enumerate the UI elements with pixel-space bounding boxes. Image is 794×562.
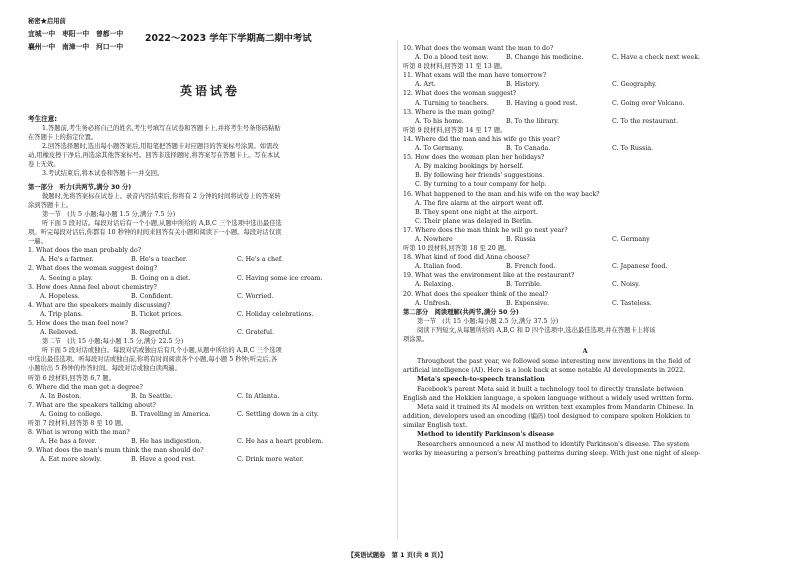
question-stem: 2. What does the woman suggest doing? (28, 265, 158, 273)
question-stem: 5. How does the man feel now? (28, 319, 128, 327)
option-c: C. By turning to a tour company for help. (415, 181, 547, 189)
passage-line: artificial intelligence (AI). Here is a look back at some notable AI developments in 2022. (403, 367, 686, 375)
option-c: C. Holiday celebrations. (237, 310, 314, 318)
option-row (28, 437, 392, 446)
part-title: 第一部分 听力(共两节,满分 30 分) (28, 183, 132, 191)
option-a: A. Italian food. (415, 263, 463, 271)
question (28, 264, 392, 282)
option-c: C. Geography. (612, 81, 657, 89)
school-list (28, 28, 123, 54)
option-b: B. Have a good rest. (131, 456, 197, 464)
option-a: A. Art. (415, 81, 436, 89)
instruction-line: 涂到答题卡上。 (28, 201, 73, 209)
option-row (28, 328, 392, 337)
option-b: B. Regretful. (131, 329, 172, 337)
option-c: C. Japanese food. (612, 263, 668, 271)
option-b: B. Confident. (131, 292, 173, 300)
option-a: A. In Boston. (40, 392, 82, 400)
option-c: C. Germany (612, 235, 650, 243)
option-b: B. Terrible. (506, 281, 542, 289)
instruction-line: 听下面 5 段对话。每段对话后有一个小题,从题中所给的 A,B,C 三个选项中选出最佳选 (42, 219, 282, 227)
instruction-line: 中选出最佳选项。听每段对话或独白前,你将有时间阅读各个小题,每小题 5 秒钟;听完后,各 (28, 356, 278, 364)
option-b: B. Expensive. (506, 299, 550, 307)
question-stem: 12. What does the woman suggest? (403, 90, 517, 98)
section-title: 第一节 (共 5 小题;每小题 1.5 分,满分 7.5 分) (42, 210, 176, 218)
notice-line: 3.考试结束后,将本试卷和答题卡一并交回。 (42, 170, 164, 178)
option-row (28, 292, 392, 301)
option-row (28, 410, 392, 419)
question (403, 290, 767, 308)
passage-label: A (582, 347, 588, 356)
question-stem: 4. What are the speakers mainly discussing? (28, 301, 171, 309)
passage-line: Researchers announced a new AI method to identify Parkinson's disease. The system (417, 440, 690, 448)
question (403, 271, 767, 289)
question (403, 226, 767, 244)
listening-note: 听第 10 段材料,回答第 18 至 20 题。 (403, 245, 511, 253)
question-stem: 19. What was the environment like at the restaurant? (403, 272, 575, 280)
question-stem: 8. What is wrong with the man? (28, 429, 130, 437)
option-a: A. Relieved. (40, 329, 79, 337)
option-row (28, 274, 392, 283)
option-c: C. Their plane was delayed in Berlin. (415, 217, 533, 225)
question-stem: 17. Where does the man think he will go next year? (403, 226, 568, 234)
option-b: B. In Seattle. (131, 392, 173, 400)
notice-line: 1.答题前,考生务必将自己的姓名,考生号填写在试卷和答题卡上,并将考生号条形码粘贴 (42, 125, 281, 132)
question-stem: 3. How does Anna feel about chemistry? (28, 283, 157, 291)
left-column (28, 6, 392, 464)
passage-subheading: Meta's speech-to-speech translation (417, 376, 545, 384)
option-a: A. By making bookings by herself. (415, 163, 524, 171)
option-c: C. Grateful. (237, 329, 275, 337)
option-b: B. Going on a diet. (131, 274, 191, 282)
exam-title: 2022～2023 学年下学期高二期中考试 (145, 33, 312, 44)
option-a: A. Eat more slowly. (40, 456, 102, 464)
notice-line: 卷上无效。 (28, 161, 60, 169)
option-c: C. Tasteless. (612, 299, 652, 307)
option-row (28, 392, 392, 401)
passage-line: works by measuring a person's breathing patterns during sleep. With just one night of sleep- (403, 449, 701, 457)
option-row (403, 262, 767, 271)
exam-header (28, 6, 392, 98)
question (403, 71, 767, 89)
question-stem: 6. Where did the man get a degree? (28, 383, 143, 391)
passage-line: Throughout the past year, we followed some interesting new inventions in the field of (417, 358, 691, 366)
option-a: A. To his home. (415, 117, 464, 125)
option-b: B. By following her friends' suggestions. (415, 172, 545, 180)
option-c: C. Settling down in a city. (237, 410, 319, 418)
question-stem: 7. What are the speakers talking about? (28, 401, 156, 409)
question (403, 153, 767, 189)
option-b: B. Russia (506, 235, 536, 243)
notice-line: 在答题卡上的指定位置。 (28, 134, 98, 142)
question-stem: 18. What kind of food did Anna choose? (403, 254, 530, 262)
option-b: B. He has indigestion. (131, 438, 202, 446)
school-row: 宜城一中 枣阳一中 曾都一中 (28, 30, 124, 38)
page-footer: 【英语试题卷 第 1 页(共 8 页)】 (347, 552, 447, 559)
option-b: B. Travelling in America. (131, 410, 211, 418)
option-b: B. Ticket prices. (131, 310, 183, 318)
instruction-line: 项。听完每段对话后,你都有 10 秒钟的时间来回答有关小题和阅读下一小题。每段对话仅读 (28, 229, 282, 237)
option-a: A. Do a blood test now. (415, 54, 489, 62)
listening-note: 听第 7 段材料,回答第 8 至 10 题。 (28, 420, 128, 427)
option-row (403, 299, 767, 308)
question-stem: 11. What exam will the man have tomorrow? (403, 72, 547, 80)
instruction-line: 项涂黑。 (403, 336, 429, 343)
option-b: B. Change his medicine. (506, 54, 584, 62)
passage-subheading: Method to identify Parkinson's disease (417, 431, 555, 439)
option-a: A. Trip plans. (40, 310, 83, 318)
listening-note: 听第 9 段材料,回答第 14 至 17 题。 (403, 126, 507, 134)
option-c: C. Drink more water. (237, 456, 304, 464)
option-a: A. Relaxing. (415, 281, 454, 289)
instruction-line: 做题时,先将答案标在试卷上。录音内容结束后,你将有 2 分钟的时间将试卷上的答案转 (42, 192, 281, 200)
instruction-line: 小题给出 5 秒钟的作答时间。每段对话或独白读两遍。 (28, 365, 181, 373)
option-a: A. Seeing a play. (40, 274, 93, 282)
question-stem: 13. Where is the man going? (403, 108, 495, 116)
question (28, 428, 392, 446)
question (28, 446, 392, 464)
option-row (403, 80, 767, 89)
question-stem: 9. What does the man's mum think the man should do? (28, 447, 204, 455)
listening-note: 听第 6 段材料,回答第 6,7 题。 (28, 374, 115, 382)
question (28, 283, 392, 301)
option-b: B. He's a teacher. (131, 256, 188, 264)
option-c: C. He's a chef. (237, 256, 283, 264)
confidential-mark: 秘密★启用前 (28, 18, 66, 25)
question (28, 319, 392, 337)
option-b: B. To the library. (506, 117, 560, 125)
question-stem: 14. Where did the man and his wife go this year? (403, 135, 560, 143)
column-divider (397, 40, 398, 540)
notice-title: 考生注意: (28, 115, 58, 123)
right-column (403, 6, 767, 458)
option-row (403, 235, 767, 244)
option-row (403, 144, 767, 153)
school-row: 襄州一中 南漳一中 河口一中 (28, 43, 124, 51)
option-row (403, 117, 767, 126)
passage-line: English and the Hokkien language, a spoken language without a widely used written form. (403, 394, 694, 402)
option-row (403, 99, 767, 108)
option-a: A. Unfresh. (415, 299, 452, 307)
question (403, 253, 767, 271)
option-row (28, 310, 392, 319)
option-b: B. French food. (506, 263, 556, 271)
instruction-line: 听下面 5 段对话或独白。每段对话或独白后有几个小题,从题中所给的 A,B,C 三个选项 (42, 347, 282, 355)
option-a: A. Turning to teachers. (415, 99, 489, 107)
notice-line: 动,用橡皮擦干净后,再选涂其他答案标号。回答非选择题时,将答案写在答题卡上。写在本试 (28, 152, 280, 160)
option-b: B. Having a good rest. (506, 99, 578, 107)
option-row (28, 255, 392, 264)
option-row (28, 455, 392, 464)
option-a: A. Nowhere (415, 235, 453, 243)
option-a: A. He's a farmer. (40, 256, 94, 264)
subject-title: 英语试卷 (179, 84, 240, 98)
instruction-line: 阅读下列短文,从每题所给的 A,B,C 和 D 四个选项中,选出最佳选项,并在答题卡上将该 (417, 326, 656, 334)
question (403, 135, 767, 153)
option-c: C. Noisy. (612, 281, 640, 289)
part-title: 第二部分 阅读理解(共两节,满分 50 分) (403, 308, 519, 316)
option-c: C. Going over Volcano. (612, 99, 685, 107)
option-c: C. Have a check next week. (612, 54, 701, 62)
question-stem: 1. What does the man probably do? (28, 247, 142, 255)
notice-line: 2.回答选择题时,选出每小题答案后,用铅笔把答题卡对应题目的答案标号涂黑。如需改 (42, 143, 279, 151)
passage-line: similar English text. (403, 422, 468, 430)
option-c: C. To Russia. (612, 145, 654, 153)
passage-line: addition, developers used an encoding (编码) tool designed to compare spoken Hokkien to (403, 413, 691, 421)
instruction-line: 一遍。 (28, 238, 47, 246)
question (28, 301, 392, 319)
question (403, 89, 767, 107)
option-c: C. He has a heart problem. (237, 438, 324, 446)
question (28, 383, 392, 401)
option-a: A. He has a fever. (40, 438, 97, 446)
passage-line: Meta said it trained its AI models on written text examples from Mandarin Chinese. In (417, 403, 694, 411)
option-row (403, 280, 767, 289)
section-title: 第一节 (共 15 小题;每小题 2.5 分,满分 37.5 分) (417, 317, 559, 325)
option-a: A. To Germany. (415, 145, 464, 153)
question-stem: 20. What does the speaker think of the meal? (403, 290, 548, 298)
section-title: 第二节 (共 15 小题;每小题 1.5 分,满分 22.5 分) (42, 338, 184, 346)
question-stem: 16. What happened to the man and his wife on the way back? (403, 190, 600, 198)
question (403, 190, 767, 226)
listening-note: 听第 8 段材料,回答第 11 至 13 题。 (403, 63, 507, 71)
passage-line: Facebook's parent Meta said it built a technology tool to directly translate between (417, 385, 684, 393)
question-stem: 15. How does the woman plan her holidays? (403, 154, 545, 162)
option-a: A. Going to college. (40, 410, 103, 418)
option-b: B. To Canada. (506, 145, 551, 153)
option-b: B. They spent one night at the airport. (415, 208, 538, 216)
option-c: C. In Atlanta. (237, 392, 280, 400)
question (403, 108, 767, 126)
question-stem: 10. What does the woman want the man to do? (403, 45, 554, 52)
option-c: C. Worried. (237, 292, 274, 300)
option-a: A. Hopeless. (40, 292, 80, 300)
question (28, 246, 392, 264)
option-c: C. Having some ice cream. (237, 274, 323, 282)
option-b: B. History. (506, 81, 540, 89)
question (28, 401, 392, 419)
option-a: A. The fire alarm at the airport went off. (415, 199, 544, 207)
option-c: C. To the restaurant. (612, 117, 679, 125)
option-row (403, 53, 767, 62)
question (403, 44, 767, 62)
